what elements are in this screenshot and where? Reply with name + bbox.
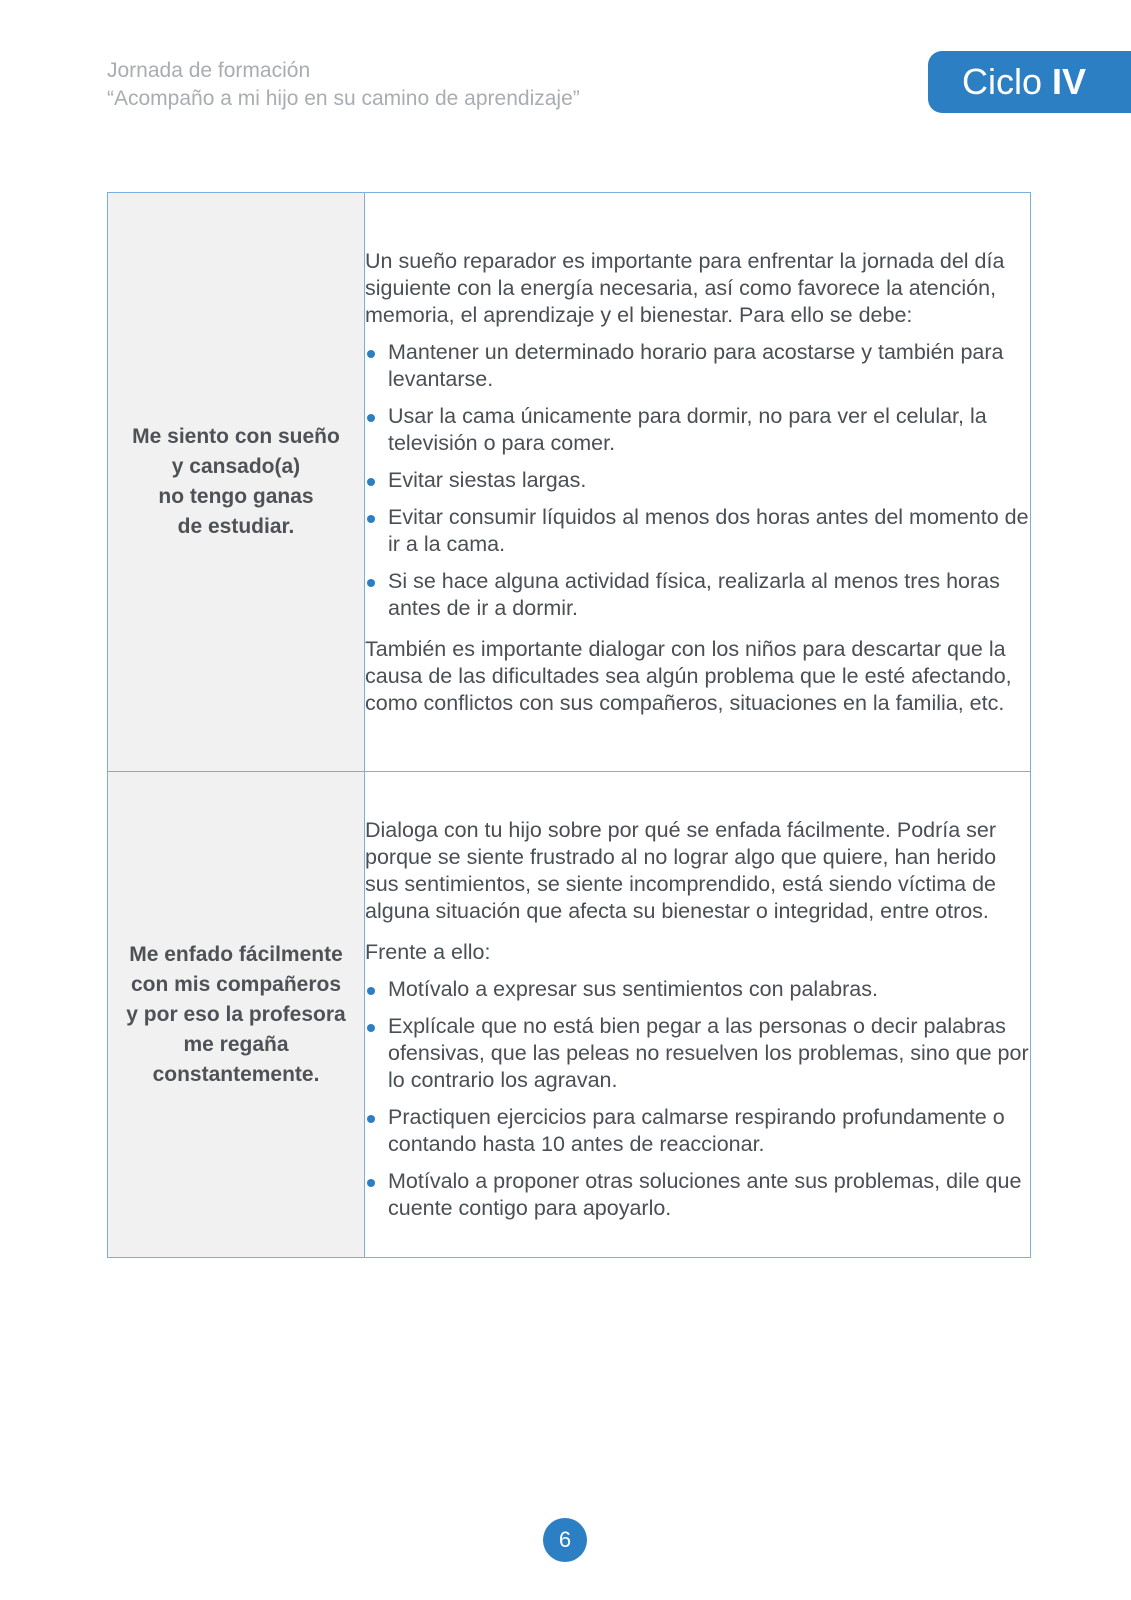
situation-cell-sleep bbox=[108, 193, 365, 772]
advice-intro-2: Frente a ello: bbox=[365, 940, 491, 964]
list-item: Motívalo a expresar sus sentimientos con palabras. bbox=[365, 976, 1030, 1003]
list-item: Mantener un determinado horario para acostarse y también para levantarse. bbox=[365, 339, 1030, 393]
situation-label-line: me regaña bbox=[183, 1032, 289, 1056]
cycle-number: IV bbox=[1052, 61, 1087, 102]
list-item: Practiquen ejercicios para calmarse respirando profundamente o contando hasta 10 antes de reaccionar. bbox=[365, 1104, 1030, 1158]
list-item: Motívalo a proponer otras soluciones ante sus problemas, dile que cuente contigo para apoyarlo. bbox=[365, 1168, 1030, 1222]
situation-cell-anger bbox=[108, 772, 365, 1258]
cycle-label: Ciclo bbox=[962, 61, 1043, 102]
advice-intro: Dialoga con tu hijo sobre por qué se enfada fácilmente. Podría ser porque se siente frustrado al no lograr algo que quiere, han herido sus sentimientos, se siente incomprendido, está siendo víctima de alguna situación que afecta su bienestar o integridad, entre otros. bbox=[365, 818, 997, 923]
situation-label-line: no tengo ganas bbox=[158, 485, 314, 508]
advice-list bbox=[365, 339, 1030, 622]
situation-label-line: Me enfado fácilmente bbox=[129, 942, 343, 966]
list-item: Evitar consumir líquidos al menos dos horas antes del momento de ir a la cama. bbox=[365, 504, 1030, 558]
situation-label-line: con mis compañeros bbox=[130, 972, 342, 996]
situation-label-line: constantemente. bbox=[152, 1062, 320, 1086]
advice-intro: Un sueño reparador es importante para enfrentar la jornada del día siguiente con la energía necesaria, así como favorece la atención, memoria, el aprendizaje y el bienestar. Para ello se debe: bbox=[365, 248, 1005, 327]
list-item: Si se hace alguna actividad física, realizarla al menos tres horas antes de ir a dormir. bbox=[365, 568, 1030, 622]
header-title-line-1: Jornada de formación bbox=[107, 59, 311, 82]
header-title-line-2: “Acompaño a mi hijo en su camino de aprendizaje” bbox=[107, 87, 580, 110]
situation-label-line: y cansado(a) bbox=[171, 455, 301, 478]
list-item: Usar la cama únicamente para dormir, no para ver el celular, la televisión o para comer. bbox=[365, 403, 1030, 457]
advice-cell-anger bbox=[365, 772, 1031, 1258]
page-number: 6 bbox=[543, 1518, 587, 1562]
list-item: Evitar siestas largas. bbox=[365, 467, 1030, 494]
situation-label-line: Me siento con sueño bbox=[132, 425, 340, 448]
advice-outro: También es importante dialogar con los niños para descartar que la causa de las dificultades sea algún problema que le esté afectando, como conflictos con sus compañeros, situaciones en la familia, etc. bbox=[365, 636, 1012, 715]
table-row bbox=[108, 772, 1031, 1258]
cycle-badge bbox=[928, 51, 1131, 113]
situation-label-line: y por eso la profesora bbox=[126, 1002, 346, 1026]
guidance-table bbox=[107, 192, 1031, 1258]
table-row bbox=[108, 193, 1031, 772]
advice-list bbox=[365, 976, 1030, 1222]
advice-cell-sleep bbox=[365, 193, 1031, 772]
list-item: Explícale que no está bien pegar a las personas o decir palabras ofensivas, que las peleas no resuelven los problemas, sino que por lo contrario los agravan. bbox=[365, 1013, 1030, 1094]
situation-label-line: de estudiar. bbox=[177, 515, 295, 538]
